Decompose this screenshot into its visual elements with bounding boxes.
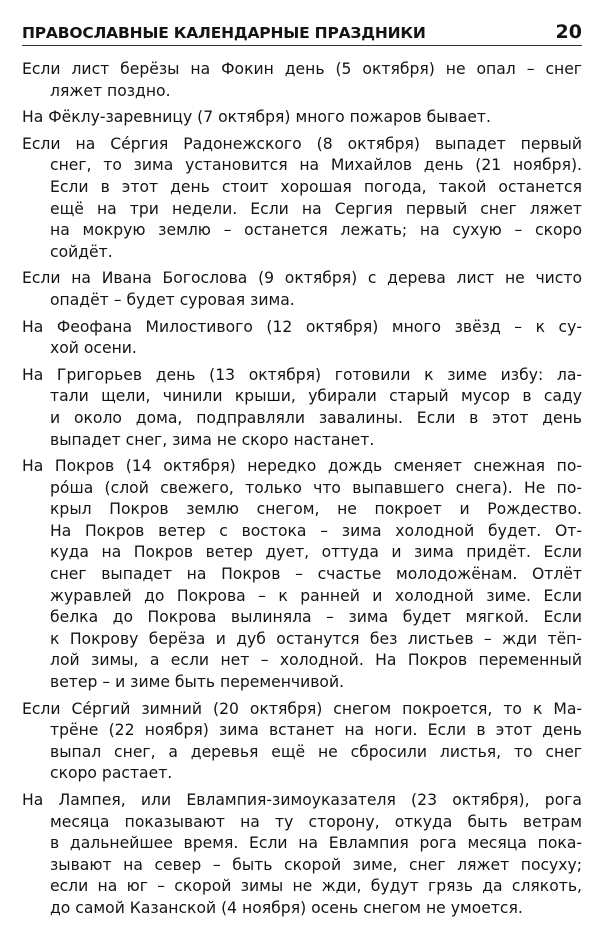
text-line: к Покрову берёза и дуб останутся без листьев – жди тёп- [50,629,582,648]
paragraph [22,790,582,920]
text-line: На Григорьев день (13 октября) готовили к зиме избу: ла- [22,365,582,384]
text-line: зывают на север – быть скорой зиме, снег ляжет посуху; [50,855,582,874]
paragraph [22,134,582,264]
text-line: ещё на три недели. Если на Сергия первый снег ляжет [50,199,582,218]
text-line: На Феофана Милостивого (12 октября) много звёзд – к су- [22,317,582,336]
text-line: выпал снег, а деревья ещё не сбросили листья, то снег [50,742,582,761]
running-header [22,17,582,46]
text-line: месяца показывают на ту сторону, откуда быть ветрам [50,812,582,831]
paragraph [22,268,582,311]
text-line: ро́ша (слой свежего, только что выпавшего снега). Не по- [50,478,582,497]
text-line: снег, то зима установится на Михайлов день (21 ноября). [50,156,582,175]
section-title: ПРАВОСЛАВНЫЕ КАЛЕНДАРНЫЕ ПРАЗДНИКИ [22,24,426,42]
text-line: сойдёт. [50,242,113,261]
text-line: Если лист берёзы на Фокин день (5 октября) не опал – снег [22,60,582,78]
text-line: На Фёклу-заревницу (7 октября) много пожаров бывает. [22,108,491,127]
text-line: На Покров (14 октября) нередко дождь сменяет снежная по- [22,457,582,476]
text-line: в дальнейшее время. Если на Евлампия рога месяца пока- [50,834,582,853]
text-line: выпадет снег, зима не скоро настанет. [50,430,375,449]
text-line: если на юг – скорой зимы не жди, будут грязь да слякоть, [50,877,582,896]
text-line: снег выпадет на Покров – счастье молодожёнам. Отлёт [50,565,582,584]
text-line: трёне (22 ноября) зима встанет на ноги. Если в этот день [50,721,582,740]
text-line: На Лампея, или Евлампия-зимоуказателя (23 октября), рога [22,791,582,809]
text-line: белка до Покрова вылиняла – зима будет мягкой. Если [50,608,582,627]
text-line: Если в этот день стоит хорошая погода, такой останется [50,177,582,196]
text-line: крыл Покров землю снегом, не покроет и Рождество. [50,500,582,519]
text-line: тали щели, чинили крыши, убирали старый мусор в саду [50,387,582,406]
text-line: журавлей до Покрова – к ранней и холодной зиме. Если [50,586,582,605]
text-line: скоро растает. [50,764,173,783]
text-line: до самой Казанской (4 ноября) осень снегом не умоется. [50,898,523,917]
paragraph [22,107,582,129]
text-line: лой зимы, а если нет – холодной. На Покров переменный [50,651,582,670]
paragraph [22,699,582,785]
text-line: на мокрую землю – останется лежать; на сухую – скоро [50,221,582,240]
text-line: опадёт – будет суровая зима. [50,290,295,309]
text-line: На Покров ветер с востока – зима холодной будет. От- [50,521,582,540]
text-line: ветер – и зиме быть переменчивой. [50,673,345,692]
page-body [22,59,582,925]
paragraph [22,59,582,102]
paragraph [22,317,582,360]
text-line: Если на Се́ргия Радонежского (8 октября) выпадет первый [22,134,582,153]
page-number: 20 [555,21,582,43]
text-line: и около дома, подправляли завалины. Если в этот день [50,408,582,427]
text-line: куда на Покров ветер дует, оттуда и зима придёт. Если [50,543,582,562]
text-line: ляжет поздно. [50,81,171,100]
paragraph [22,456,582,694]
text-line: Если на Ивана Богослова (9 октября) с дерева лист не чисто [22,269,582,288]
paragraph [22,365,582,451]
text-line: Если Се́ргий зимний (20 октября) снегом покроется, то к Ма- [22,699,582,718]
text-line: хой осени. [50,339,137,358]
